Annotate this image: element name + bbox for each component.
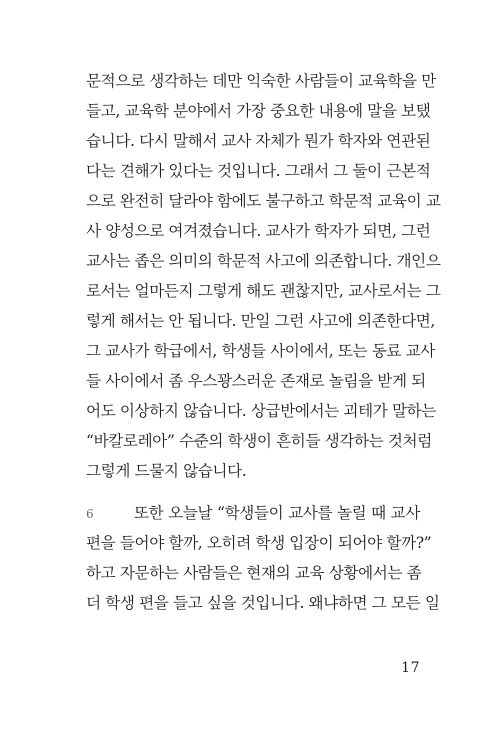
text-line: 더 학생 편을 들고 싶을 것입니다. 왜냐하면 그 모든 일 [86,594,440,612]
paragraph-2 [86,498,440,618]
page-number: 17 [401,660,420,676]
text-line: 다는 견해가 있다는 것입니다. 그래서 그 둘이 근본적 [86,162,431,180]
text-line: 렇게 해서는 안 됩니다. 만일 그런 사고에 의존한다면, [86,312,435,330]
text-line: 어도 이상하지 않습니다. 상급반에서는 괴테가 말하는 [86,402,436,420]
text-line: 사 양성으로 여겨졌습니다. 교사가 학자가 되면, 그런 [86,222,431,240]
text-line-content: 또한 오늘날 “학생들이 교사를 놀릴 때 교사 [134,504,420,522]
text-line: 편을 들어야 할까, 오히려 학생 입장이 되어야 할까?” [86,534,432,552]
text-line: 들 사이에서 좀 우스꽝스러운 존재로 놀림을 받게 되 [86,372,426,390]
text-line: 하고 자문하는 사람들은 현재의 교육 상황에서는 좀 [86,564,422,582]
text-line: 들고, 교육학 분야에서 가장 중요한 내용에 말을 보탰 [86,102,431,120]
text-line: 교사는 좁은 의미의 학문적 사고에 의존합니다. 개인으 [86,252,441,270]
paragraph-1 [86,66,441,486]
text-line: “바칼로레아” 수준의 학생이 흔히들 생각하는 것처럼 [86,432,432,450]
text-line: 으로 완전히 달라야 함에도 불구하고 학문적 교육이 교 [86,192,441,210]
text-line: 문적으로 생각하는 데만 익숙한 사람들이 교육학을 만 [86,72,436,90]
text-line: 그 교사가 학급에서, 학생들 사이에서, 또는 동료 교사 [86,342,435,360]
text-line: 로서는 얼마든지 그렇게 해도 괜찮지만, 교사로서는 그 [86,282,441,300]
text-line: 습니다. 다시 말해서 교사 자체가 뭔가 학자와 연관된 [86,132,431,150]
paragraph-number: 6 [86,507,94,521]
text-line [86,498,420,528]
text-line: 그렇게 드물지 않습니다. [86,462,247,480]
